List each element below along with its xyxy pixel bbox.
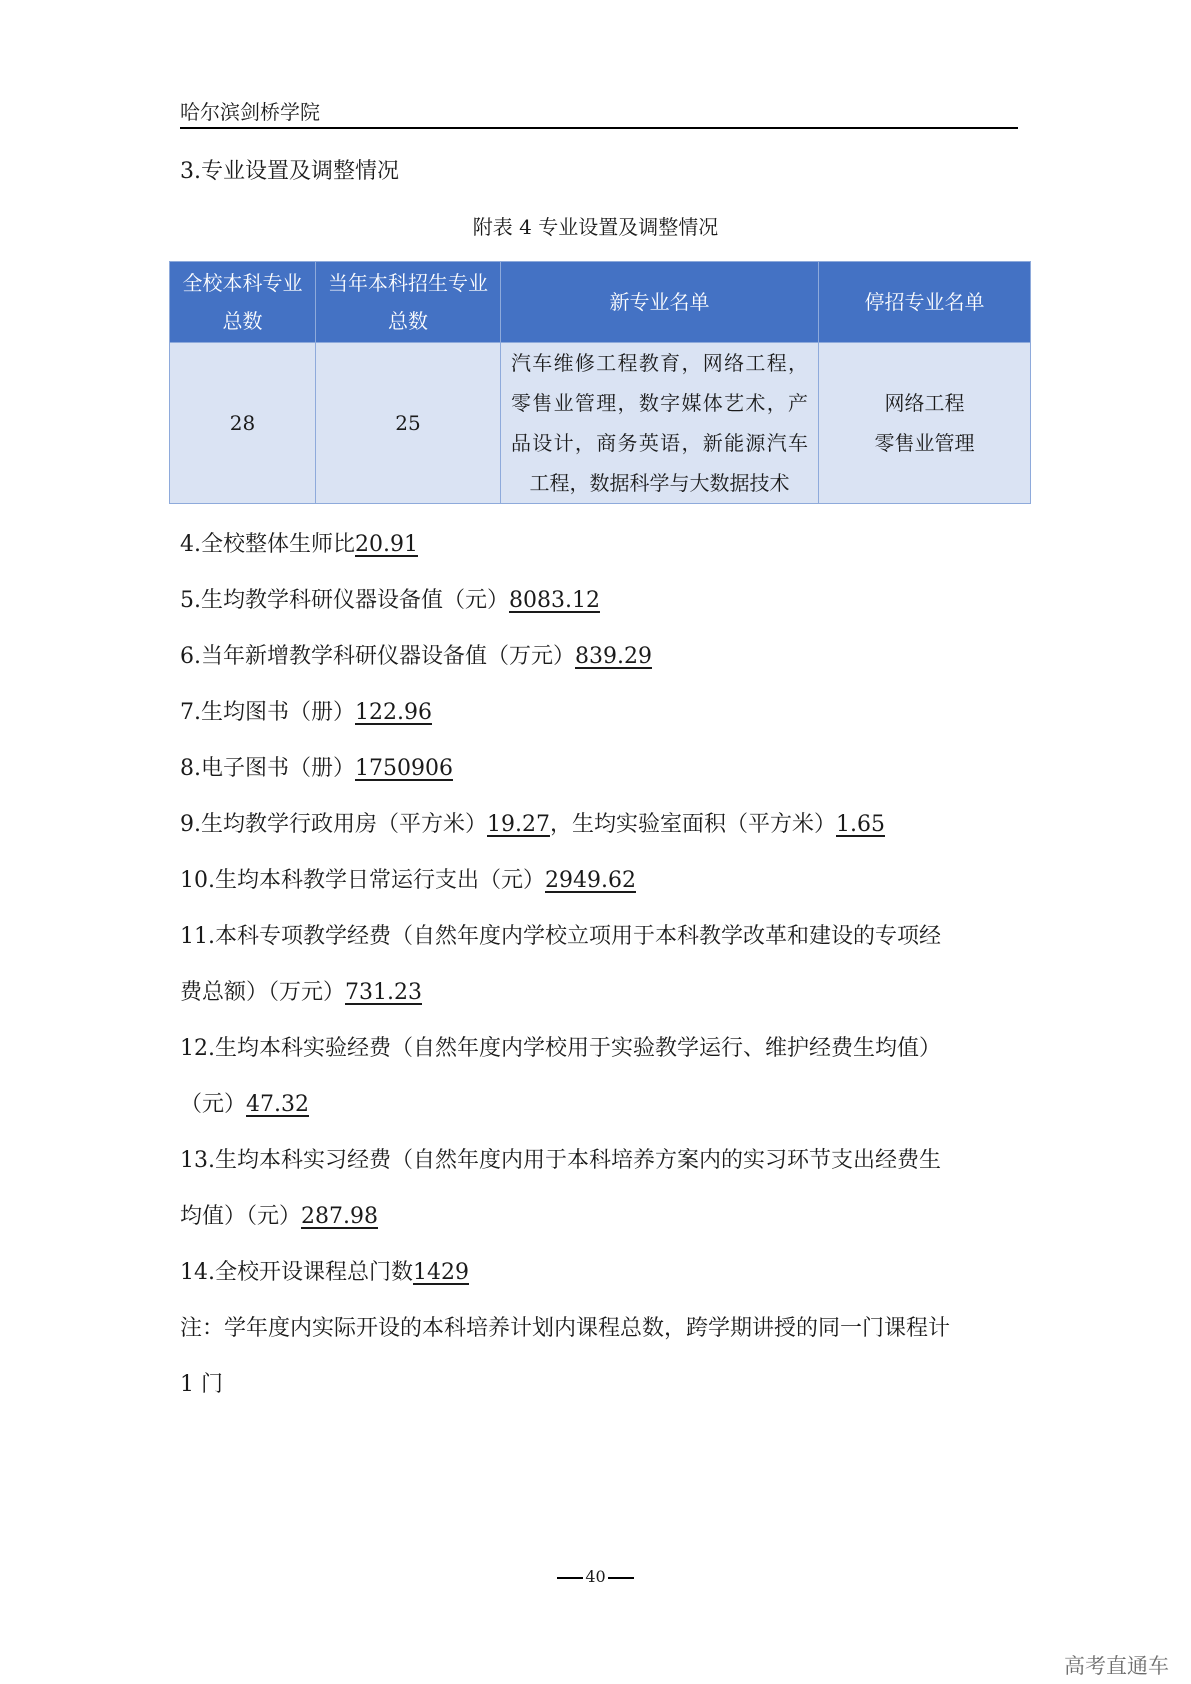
item-label: 9.生均教学行政用房（平方米） [180,812,487,837]
item-13 [180,1199,378,1230]
item-value: 1750906 [355,756,453,781]
header-title: 哈尔滨剑桥学院 [180,100,320,124]
stopped-major: 零售业管理 [874,431,975,455]
table-caption: 附表 4 专业设置及调整情况 [472,215,719,239]
item-label: 6.当年新增教学科研仪器设备值（万元） [180,644,575,669]
item-label: （元） [180,1092,247,1117]
header-divider [180,127,1018,129]
cell-enrolling-majors: 25 [316,343,501,504]
item-value: 19.27 [487,812,550,837]
table-header-row [170,262,1031,343]
item-value: 731.23 [345,980,422,1005]
item-value: 287.98 [301,1204,378,1229]
item-13-line1: 13.生均本科实习经费（自然年度内用于本科培养方案内的实习环节支出经费生 [180,1148,941,1173]
header-total-majors: 全校本科专业总数 [170,262,316,343]
item-6 [180,639,652,670]
item-11 [180,975,422,1006]
item-9 [180,807,885,838]
cell-total-majors: 28 [170,343,316,504]
item-value: 20.91 [355,532,418,557]
section-title: 3.专业设置及调整情况 [180,159,399,184]
header-stopped-majors: 停招专业名单 [819,262,1031,343]
note-line2: 1 门 [180,1372,223,1397]
item-label: 费总额）（万元） [180,980,346,1005]
cell-new-majors: 汽车维修工程教育，网络工程，零售业管理，数字媒体艺术，产品设计，商务英语，新能源汽车工程，数据科学与大数据技术 [501,343,819,504]
item-4 [180,527,418,558]
item-label: 5.生均教学科研仪器设备值（元） [180,588,509,613]
item-value: 2949.62 [545,868,636,893]
item-value: 122.96 [355,700,432,725]
item-label: 14.全校开设课程总门数 [180,1260,413,1285]
page-number [0,1567,1191,1586]
page-dash-left [557,1577,583,1579]
stopped-major: 网络工程 [884,391,965,415]
item-value: 1.65 [836,812,885,837]
table-row [170,343,1031,504]
item-value: 839.29 [575,644,652,669]
header-new-majors: 新专业名单 [501,262,819,343]
item-label: 7.生均图书（册） [180,700,355,725]
item-5 [180,583,600,614]
item-11-line1: 11.本科专项教学经费（自然年度内学校立项用于本科教学改革和建设的专项经 [180,924,941,949]
header-enrolling-majors: 当年本科招生专业总数 [316,262,501,343]
item-label: 4.全校整体生师比 [180,532,355,557]
note-line1: 注：学年度内实际开设的本科培养计划内课程总数，跨学期讲授的同一门课程计 [180,1316,951,1341]
item-label: 10.生均本科教学日常运行支出（元） [180,868,545,893]
item-14 [180,1255,469,1286]
majors-table [169,261,1031,504]
item-12-line1: 12.生均本科实验经费（自然年度内学校用于实验教学运行、维护经费生均值） [180,1036,941,1061]
cell-stopped-majors [819,343,1031,504]
page-dash-right [608,1577,634,1579]
item-10 [180,863,636,894]
watermark: 高考直通车 [1064,1654,1169,1678]
item-label: 8.电子图书（册） [180,756,355,781]
item-7 [180,695,432,726]
item-8 [180,751,453,782]
item-label: 均值）（元） [180,1204,302,1229]
item-value: 47.32 [246,1092,309,1117]
item-value: 8083.12 [509,588,600,613]
page-number-value: 40 [585,1567,606,1586]
item-12 [180,1087,309,1118]
item-label: ，生均实验室面积（平方米） [549,812,836,837]
item-value: 1429 [413,1260,469,1285]
